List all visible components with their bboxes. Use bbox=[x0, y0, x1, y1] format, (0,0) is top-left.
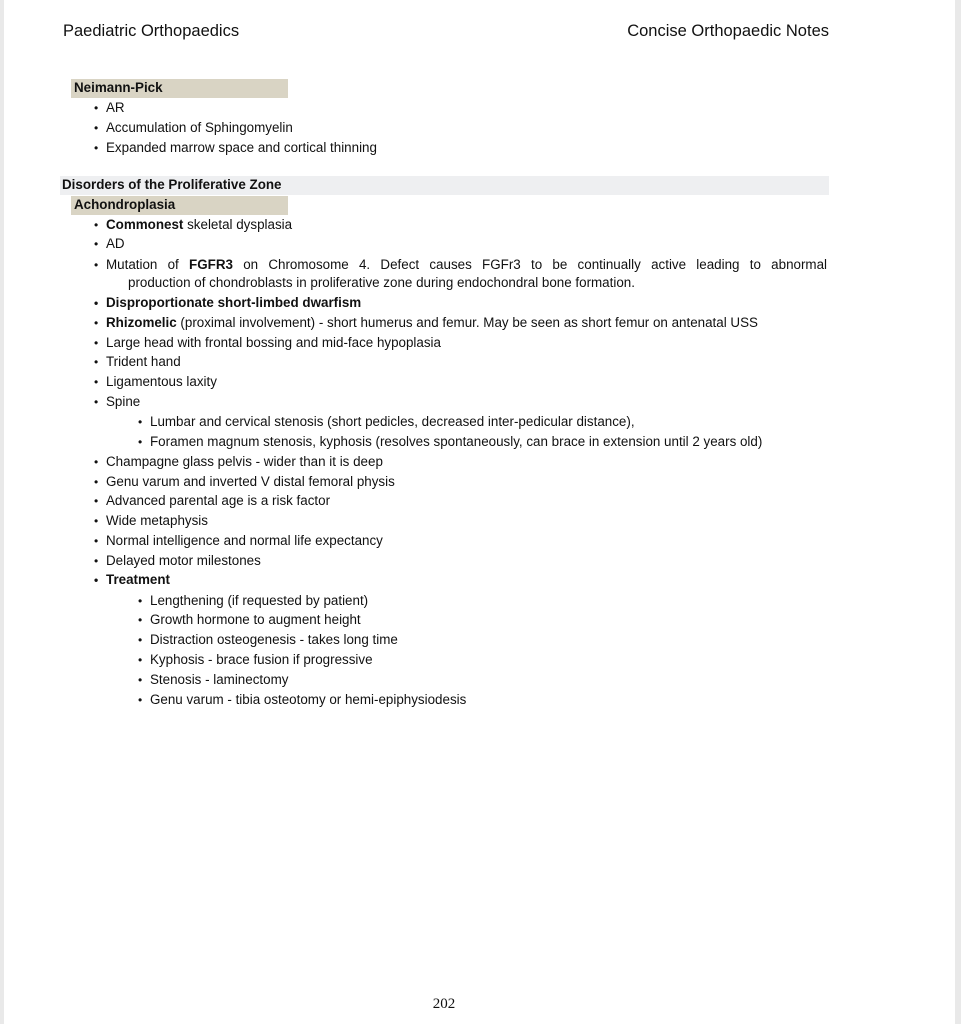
heading-neimann-pick: Neimann-Pick bbox=[71, 79, 288, 98]
sub-list-item: • Stenosis - laminectomy bbox=[150, 671, 288, 689]
list-item: • AR bbox=[106, 99, 125, 117]
page-number: 202 bbox=[432, 996, 456, 1012]
sub-list-item: • Foramen magnum stenosis, kyphosis (resolves spontaneously, can brace in extension until 2 years old) bbox=[150, 433, 762, 451]
mutation-text: Mutation of bbox=[106, 257, 190, 272]
list-item: • AD bbox=[106, 235, 125, 253]
list-item-mutation bbox=[106, 256, 827, 274]
list-item: • Expanded marrow space and cortical thinning bbox=[106, 139, 377, 157]
list-item: • Advanced parental age is a risk factor bbox=[106, 492, 330, 510]
list-item: • Spine bbox=[106, 393, 140, 411]
sub-list-item: • Lumbar and cervical stenosis (short pedicles, decreased inter-pedicular distance), bbox=[150, 413, 635, 431]
sub-list-item: • Kyphosis - brace fusion if progressive bbox=[150, 651, 373, 669]
list-item-treatment: • Treatment bbox=[106, 571, 170, 589]
term-text: (proximal involvement) - short humerus and femur. May be seen as short femur on antenatal USS bbox=[176, 315, 758, 330]
list-item bbox=[106, 314, 758, 332]
term-bold: Commonest bbox=[106, 217, 184, 232]
header-chapter: Paediatric Orthopaedics bbox=[63, 22, 240, 40]
list-item bbox=[106, 216, 292, 234]
header-book-title: Concise Orthopaedic Notes bbox=[627, 22, 829, 40]
mutation-continuation: production of chondroblasts in proliferative zone during endochondral bone formation. bbox=[128, 275, 635, 290]
sub-list-item: • Lengthening (if requested by patient) bbox=[150, 592, 368, 610]
gene-bold: FGFR3 bbox=[189, 257, 233, 272]
list-item: • Normal intelligence and normal life expectancy bbox=[106, 532, 383, 550]
list-item: • Delayed motor milestones bbox=[106, 552, 261, 570]
mutation-text: on Chromosome 4. Defect causes FGFr3 to be continually active leading to abnormal bbox=[232, 257, 827, 272]
list-item: • Trident hand bbox=[106, 353, 181, 371]
list-item: • Ligamentous laxity bbox=[106, 373, 217, 391]
list-item: • Champagne glass pelvis - wider than it is deep bbox=[106, 453, 383, 471]
list-item: • Wide metaphysis bbox=[106, 512, 208, 530]
list-item: • Large head with frontal bossing and mid-face hypoplasia bbox=[106, 334, 441, 352]
list-item: • Disproportionate short-limbed dwarfism bbox=[106, 294, 361, 312]
section-heading: Disorders of the Proliferative Zone bbox=[60, 176, 829, 195]
term-bold: Rhizomelic bbox=[106, 315, 177, 330]
document-page bbox=[4, 0, 955, 1024]
heading-achondroplasia: Achondroplasia bbox=[71, 196, 288, 215]
list-item: • Accumulation of Sphingomyelin bbox=[106, 119, 293, 137]
list-item: • Genu varum and inverted V distal femoral physis bbox=[106, 473, 395, 491]
sub-list-item: • Distraction osteogenesis - takes long time bbox=[150, 631, 398, 649]
term-text: skeletal dysplasia bbox=[183, 217, 293, 232]
sub-list-item: • Growth hormone to augment height bbox=[150, 611, 361, 629]
sub-list-item: • Genu varum - tibia osteotomy or hemi-epiphysiodesis bbox=[150, 691, 466, 709]
